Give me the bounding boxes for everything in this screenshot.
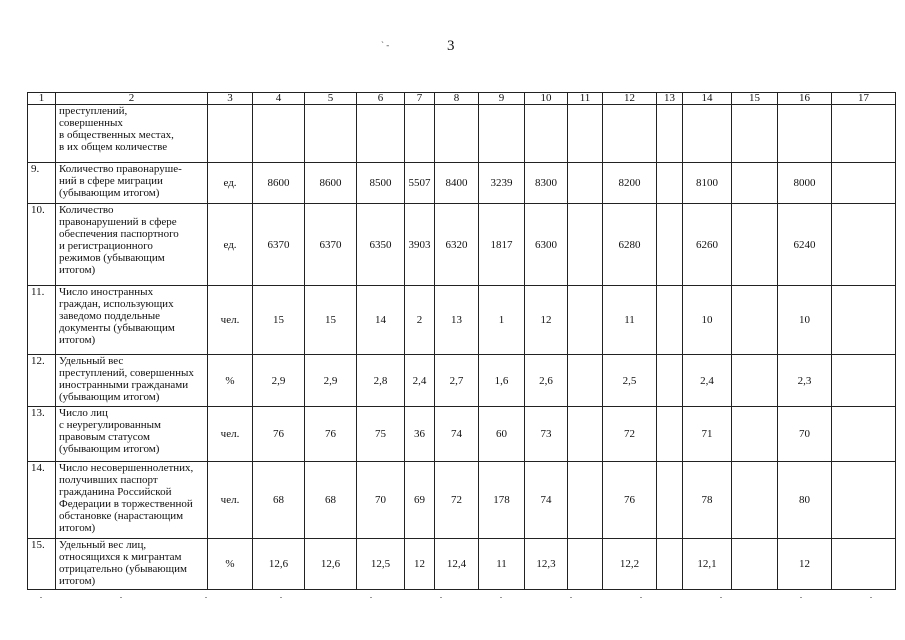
value-cell — [603, 105, 657, 163]
column-number-cell: 7 — [405, 93, 435, 105]
value-cell — [568, 163, 603, 204]
value-cell — [732, 204, 778, 286]
value-cell: 74 — [435, 407, 479, 462]
value-cell — [568, 286, 603, 355]
value-cell: 1817 — [479, 204, 525, 286]
row-number: 11. — [28, 286, 56, 355]
value-cell: 2,7 — [435, 355, 479, 407]
value-cell: 60 — [479, 407, 525, 462]
indicator-name: Количество правонарушений в сфере обеспечения паспортного и регистрационного режимов (убывающим итогом) — [56, 204, 208, 286]
indicator-name: Число лиц с неурегулированным правовым статусом (убывающим итогом) — [56, 407, 208, 462]
value-cell: 2,3 — [778, 355, 832, 407]
column-number-cell: 5 — [305, 93, 357, 105]
value-cell: % — [208, 539, 253, 590]
value-cell: 6370 — [305, 204, 357, 286]
value-cell: 8400 — [435, 163, 479, 204]
value-cell — [832, 286, 896, 355]
value-cell: чел. — [208, 407, 253, 462]
column-number-cell: 10 — [525, 93, 568, 105]
value-cell — [305, 105, 357, 163]
value-cell: 2,5 — [603, 355, 657, 407]
value-cell: 68 — [253, 462, 305, 539]
value-cell — [253, 105, 305, 163]
value-cell: 6350 — [357, 204, 405, 286]
value-cell — [778, 105, 832, 163]
value-cell: 72 — [435, 462, 479, 539]
column-number-cell: 2 — [56, 93, 208, 105]
column-number-cell: 4 — [253, 93, 305, 105]
value-cell — [732, 163, 778, 204]
value-cell: ед. — [208, 204, 253, 286]
value-cell — [568, 539, 603, 590]
value-cell — [525, 105, 568, 163]
value-cell: 1,6 — [479, 355, 525, 407]
value-cell: 12 — [778, 539, 832, 590]
column-number-cell: 9 — [479, 93, 525, 105]
value-cell: 70 — [357, 462, 405, 539]
value-cell: % — [208, 355, 253, 407]
value-cell: 70 — [778, 407, 832, 462]
row-number: 10. — [28, 204, 56, 286]
value-cell: 73 — [525, 407, 568, 462]
value-cell: 80 — [778, 462, 832, 539]
row-number: 12. — [28, 355, 56, 407]
value-cell: 15 — [253, 286, 305, 355]
value-cell: 75 — [357, 407, 405, 462]
value-cell — [357, 105, 405, 163]
indicator-name: Число иностранных граждан, использующих заведомо поддельные документы (убывающим итогом) — [56, 286, 208, 355]
value-cell: 6260 — [683, 204, 732, 286]
value-cell: 2,4 — [405, 355, 435, 407]
value-cell — [657, 163, 683, 204]
value-cell — [832, 462, 896, 539]
table-row — [28, 355, 896, 407]
value-cell: 8000 — [778, 163, 832, 204]
value-cell — [657, 286, 683, 355]
column-number-cell: 11 — [568, 93, 603, 105]
value-cell: 36 — [405, 407, 435, 462]
column-number-cell: 14 — [683, 93, 732, 105]
row-number — [28, 105, 56, 163]
indicator-name: преступлений, совершенных в общественных местах, в их общем количестве — [56, 105, 208, 163]
value-cell — [405, 105, 435, 163]
value-cell — [657, 539, 683, 590]
value-cell: 8300 — [525, 163, 568, 204]
table-row — [28, 462, 896, 539]
column-number-cell: 13 — [657, 93, 683, 105]
column-number-cell: 12 — [603, 93, 657, 105]
value-cell: ед. — [208, 163, 253, 204]
value-cell — [732, 539, 778, 590]
value-cell: 2,9 — [305, 355, 357, 407]
value-cell: 14 — [357, 286, 405, 355]
scan-noise — [30, 597, 890, 607]
value-cell: 78 — [683, 462, 732, 539]
value-cell: 69 — [405, 462, 435, 539]
scan-mark: ` - — [381, 40, 390, 50]
indicators-table — [27, 92, 896, 590]
value-cell: 12,5 — [357, 539, 405, 590]
value-cell: 74 — [525, 462, 568, 539]
value-cell — [568, 462, 603, 539]
value-cell — [657, 105, 683, 163]
value-cell: 2,6 — [525, 355, 568, 407]
value-cell: 12 — [405, 539, 435, 590]
value-cell: 8100 — [683, 163, 732, 204]
value-cell — [732, 407, 778, 462]
value-cell — [832, 105, 896, 163]
table-row — [28, 286, 896, 355]
value-cell — [832, 355, 896, 407]
indicator-name: Удельный вес преступлений, совершенных иностранными гражданами (убывающим итогом) — [56, 355, 208, 407]
value-cell: 12,2 — [603, 539, 657, 590]
table-row — [28, 105, 896, 163]
value-cell: 6240 — [778, 204, 832, 286]
column-number-cell: 15 — [732, 93, 778, 105]
indicator-name: Количество правонаруше- ний в сфере миграции (убывающим итогом) — [56, 163, 208, 204]
value-cell: 11 — [603, 286, 657, 355]
value-cell — [832, 539, 896, 590]
row-number: 14. — [28, 462, 56, 539]
value-cell: 72 — [603, 407, 657, 462]
value-cell — [732, 355, 778, 407]
value-cell — [568, 105, 603, 163]
value-cell: 6370 — [253, 204, 305, 286]
value-cell: 10 — [683, 286, 732, 355]
row-number: 9. — [28, 163, 56, 204]
column-number-cell: 17 — [832, 93, 896, 105]
value-cell — [568, 355, 603, 407]
column-number-cell: 6 — [357, 93, 405, 105]
table-row — [28, 204, 896, 286]
value-cell: 6300 — [525, 204, 568, 286]
indicator-name: Удельный вес лиц, относящихся к мигрантам отрицательно (убывающим итогом) — [56, 539, 208, 590]
value-cell: 76 — [253, 407, 305, 462]
value-cell — [568, 407, 603, 462]
value-cell: 76 — [603, 462, 657, 539]
value-cell: 1 — [479, 286, 525, 355]
value-cell — [208, 105, 253, 163]
row-number: 15. — [28, 539, 56, 590]
column-number-cell: 16 — [778, 93, 832, 105]
value-cell: 3903 — [405, 204, 435, 286]
value-cell — [657, 407, 683, 462]
value-cell: 12,6 — [305, 539, 357, 590]
value-cell: 15 — [305, 286, 357, 355]
value-cell: чел. — [208, 286, 253, 355]
value-cell: 6320 — [435, 204, 479, 286]
value-cell — [435, 105, 479, 163]
table-row — [28, 163, 896, 204]
value-cell: 2 — [405, 286, 435, 355]
value-cell — [732, 105, 778, 163]
value-cell: 11 — [479, 539, 525, 590]
value-cell: 68 — [305, 462, 357, 539]
value-cell: 13 — [435, 286, 479, 355]
value-cell: 8600 — [305, 163, 357, 204]
value-cell — [657, 204, 683, 286]
value-cell: 2,9 — [253, 355, 305, 407]
value-cell — [732, 286, 778, 355]
value-cell: 8600 — [253, 163, 305, 204]
row-number: 13. — [28, 407, 56, 462]
value-cell — [683, 105, 732, 163]
value-cell: 12,3 — [525, 539, 568, 590]
value-cell — [479, 105, 525, 163]
value-cell: 5507 — [405, 163, 435, 204]
value-cell — [832, 407, 896, 462]
value-cell: 2,4 — [683, 355, 732, 407]
column-number-cell: 3 — [208, 93, 253, 105]
value-cell: 10 — [778, 286, 832, 355]
value-cell: 71 — [683, 407, 732, 462]
value-cell: 6280 — [603, 204, 657, 286]
value-cell — [832, 204, 896, 286]
value-cell: 12 — [525, 286, 568, 355]
column-number-cell: 1 — [28, 93, 56, 105]
value-cell: 12,1 — [683, 539, 732, 590]
value-cell: 3239 — [479, 163, 525, 204]
value-cell — [832, 163, 896, 204]
column-number-cell: 8 — [435, 93, 479, 105]
value-cell — [657, 462, 683, 539]
value-cell: 8200 — [603, 163, 657, 204]
table-row — [28, 407, 896, 462]
value-cell — [657, 355, 683, 407]
column-number-row — [28, 93, 896, 105]
page-number: 3 — [447, 38, 455, 54]
value-cell: чел. — [208, 462, 253, 539]
value-cell: 178 — [479, 462, 525, 539]
value-cell — [568, 204, 603, 286]
value-cell: 8500 — [357, 163, 405, 204]
value-cell: 2,8 — [357, 355, 405, 407]
value-cell: 76 — [305, 407, 357, 462]
indicator-name: Число несовершеннолетних, получивших паспорт гражданина Российской Федерации в торжественной обстановке (нарастающим итогом) — [56, 462, 208, 539]
value-cell: 12,6 — [253, 539, 305, 590]
value-cell — [732, 462, 778, 539]
value-cell: 12,4 — [435, 539, 479, 590]
table-row — [28, 539, 896, 590]
